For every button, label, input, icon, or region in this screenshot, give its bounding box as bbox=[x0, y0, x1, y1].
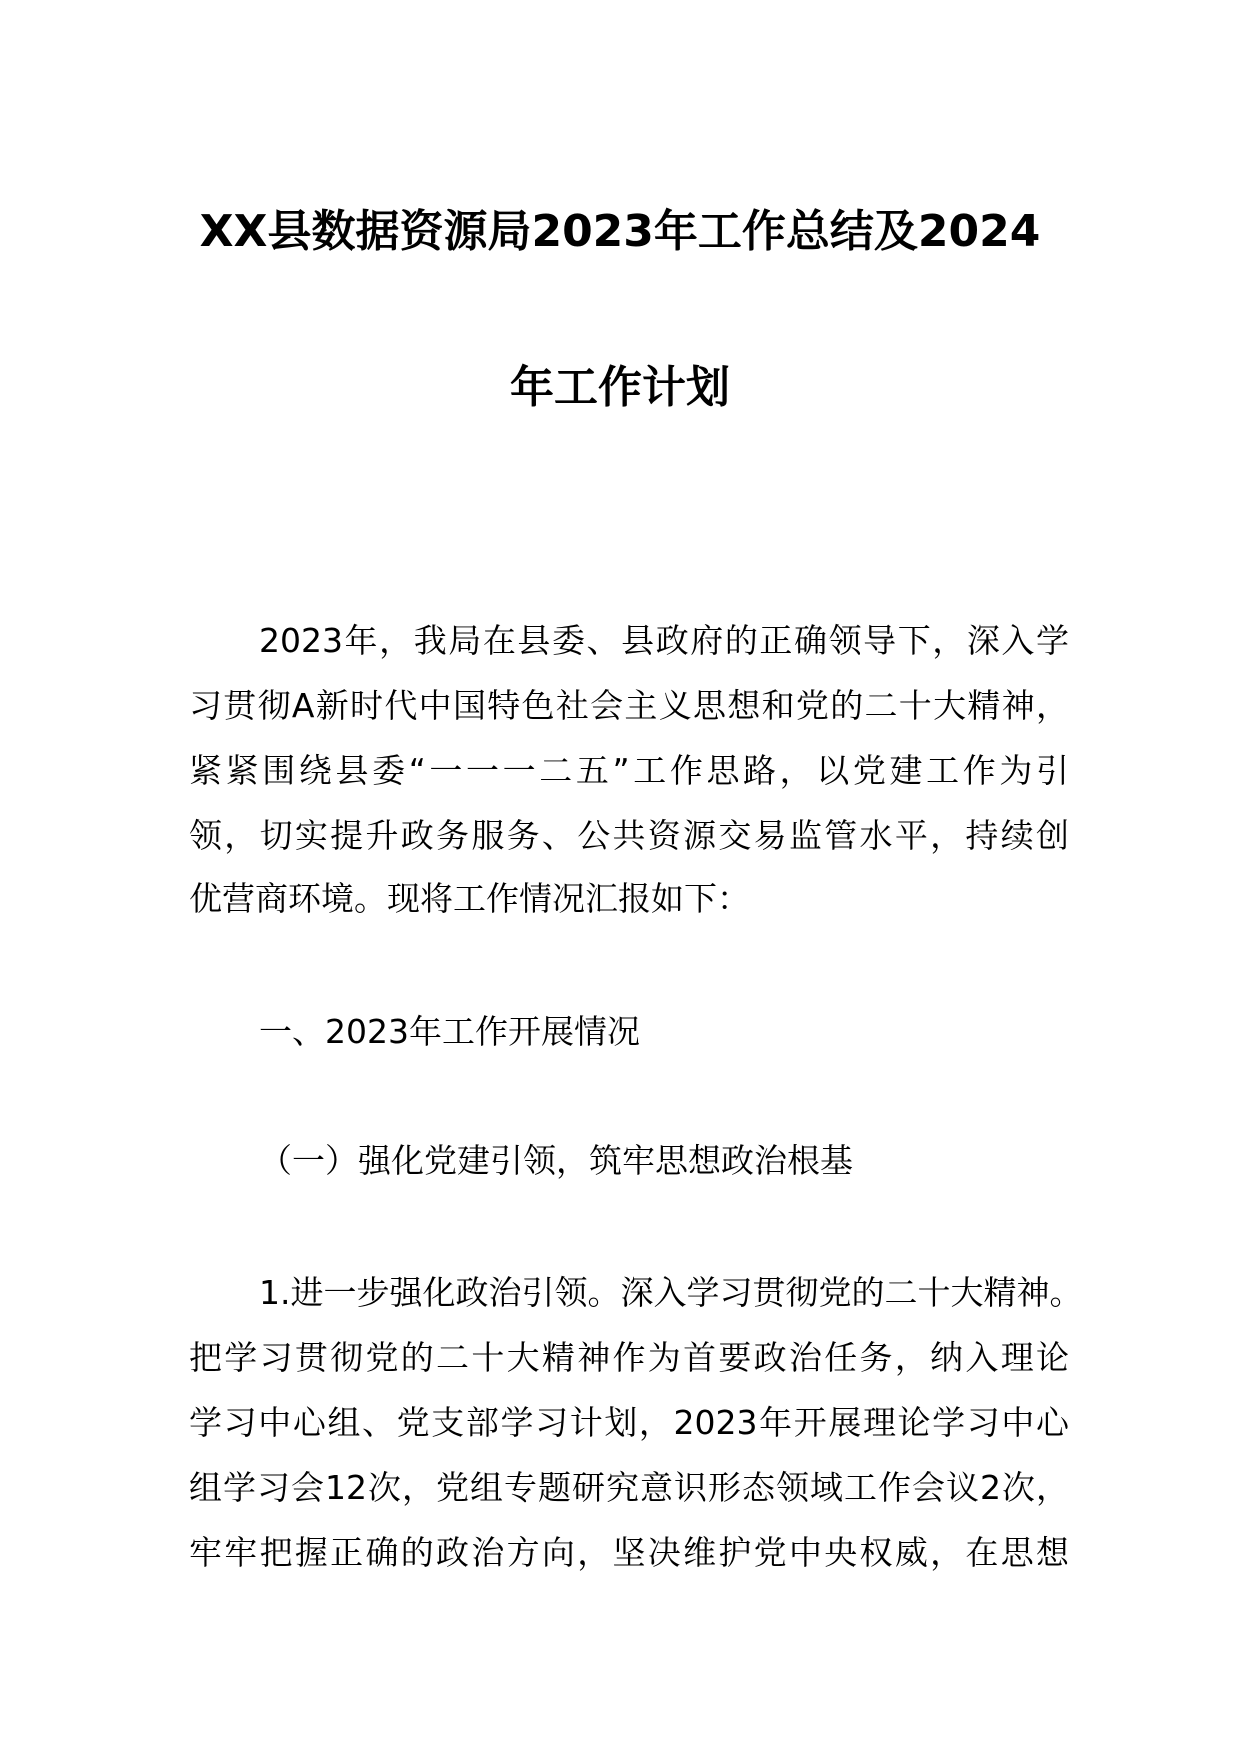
document-title-line-1: XX县数据资源局2023年工作总结及2024 bbox=[199, 206, 1041, 257]
paragraph-line: 把学习贯彻党的二十大精神作为首要政治任务，纳入理论 bbox=[189, 1338, 1069, 1377]
paragraph-line: 牢牢把握正确的政治方向，坚决维护党中央权威，在思想 bbox=[189, 1533, 1069, 1572]
subsection-heading: （一）强化党建引领，筑牢思想政治根基 bbox=[259, 1141, 853, 1180]
paragraph-line: 领，切实提升政务服务、公共资源交易监管水平，持续创 bbox=[189, 816, 1069, 855]
paragraph-line: 学习中心组、党支部学习计划，2023年开展理论学习中心 bbox=[189, 1403, 1069, 1442]
paragraph-line: 紧紧围绕县委“一一一二五”工作思路，以党建工作为引 bbox=[189, 751, 1069, 790]
document-title-line-2: 年工作计划 bbox=[510, 362, 730, 413]
paragraph-line: 习贯彻A新时代中国特色社会主义思想和党的二十大精神， bbox=[189, 686, 1069, 725]
section-heading: 一、2023年工作开展情况 bbox=[259, 1012, 640, 1051]
paragraph-line: 1.进一步强化政治引领。深入学习贯彻党的二十大精神。 bbox=[259, 1273, 1083, 1312]
paragraph-line: 优营商环境。现将工作情况汇报如下： bbox=[189, 879, 750, 918]
paragraph-line: 2023年，我局在县委、县政府的正确领导下，深入学 bbox=[259, 621, 1069, 660]
paragraph-line: 组学习会12次，党组专题研究意识形态领域工作会议2次， bbox=[189, 1468, 1069, 1507]
